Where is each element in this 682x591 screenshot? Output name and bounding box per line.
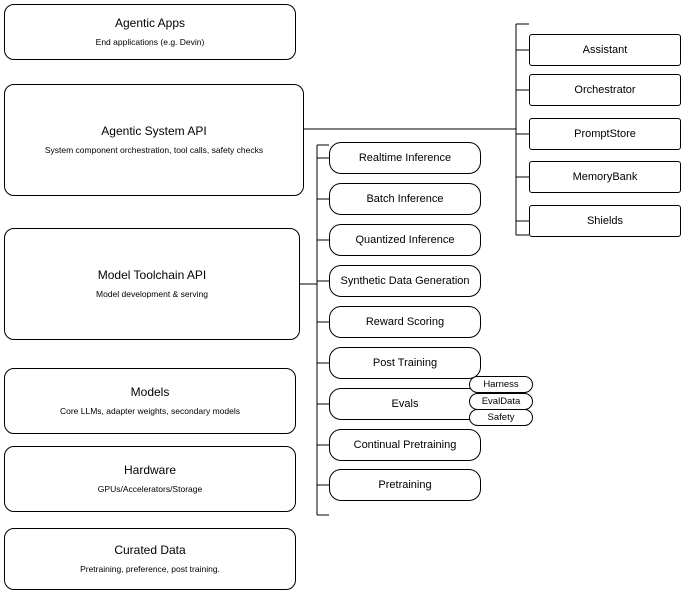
node-safety[interactable] bbox=[469, 409, 533, 426]
node-label: Batch Inference bbox=[366, 193, 444, 205]
layer-subtitle: GPUs/Accelerators/Storage bbox=[97, 484, 203, 494]
layer-title: Curated Data bbox=[114, 543, 186, 557]
layer-title: Agentic Apps bbox=[114, 16, 186, 30]
node-promptstore[interactable] bbox=[529, 118, 681, 150]
node-reward-scoring[interactable] bbox=[329, 306, 481, 338]
node-batch-inference[interactable] bbox=[329, 183, 481, 215]
node-label: MemoryBank bbox=[572, 171, 638, 183]
node-label: Pretraining bbox=[378, 479, 432, 491]
layer-title: Model Toolchain API bbox=[97, 268, 207, 282]
layer-model-toolchain-api[interactable] bbox=[4, 228, 300, 340]
node-label: Continual Pretraining bbox=[353, 439, 457, 451]
layer-title: Agentic System API bbox=[101, 124, 207, 138]
node-pretraining[interactable] bbox=[329, 469, 481, 501]
layer-title: Hardware bbox=[123, 463, 177, 477]
node-label: Quantized Inference bbox=[355, 234, 455, 246]
node-assistant[interactable] bbox=[529, 34, 681, 66]
layer-subtitle: Model development & serving bbox=[96, 289, 208, 299]
node-orchestrator[interactable] bbox=[529, 74, 681, 106]
layer-subtitle: End applications (e.g. Devin) bbox=[95, 37, 205, 47]
node-label: Post Training bbox=[372, 357, 438, 369]
layer-title: Models bbox=[130, 385, 170, 399]
node-label: Harness bbox=[483, 379, 519, 390]
layer-subtitle: Core LLMs, adapter weights, secondary models bbox=[59, 406, 240, 416]
layer-subtitle: Pretraining, preference, post training. bbox=[80, 564, 220, 574]
node-post-training[interactable] bbox=[329, 347, 481, 379]
node-label: Safety bbox=[487, 412, 515, 423]
node-label: Realtime Inference bbox=[358, 152, 452, 164]
layer-models[interactable] bbox=[4, 368, 296, 434]
node-evaldata[interactable] bbox=[469, 393, 533, 410]
node-continual-pretraining[interactable] bbox=[329, 429, 481, 461]
layer-hardware[interactable] bbox=[4, 446, 296, 512]
node-label: Shields bbox=[586, 215, 624, 227]
node-quantized-inference[interactable] bbox=[329, 224, 481, 256]
node-memorybank[interactable] bbox=[529, 161, 681, 193]
node-realtime-inference[interactable] bbox=[329, 142, 481, 174]
node-label: Assistant bbox=[582, 44, 628, 56]
node-label: Evals bbox=[391, 398, 419, 410]
node-shields[interactable] bbox=[529, 205, 681, 237]
node-harness[interactable] bbox=[469, 376, 533, 393]
node-evals[interactable] bbox=[329, 388, 481, 420]
node-label: Reward Scoring bbox=[365, 316, 445, 328]
layer-agentic-system-api[interactable] bbox=[4, 84, 304, 196]
node-label: Orchestrator bbox=[574, 84, 636, 96]
layer-curated-data[interactable] bbox=[4, 528, 296, 590]
node-label: Synthetic Data Generation bbox=[340, 275, 470, 287]
node-label: EvalData bbox=[481, 396, 521, 407]
layer-subtitle: System component orchestration, tool calls, safety checks bbox=[44, 145, 264, 155]
node-synthetic-data-generation[interactable] bbox=[329, 265, 481, 297]
node-label: PromptStore bbox=[574, 128, 636, 140]
layer-agentic-apps[interactable] bbox=[4, 4, 296, 60]
